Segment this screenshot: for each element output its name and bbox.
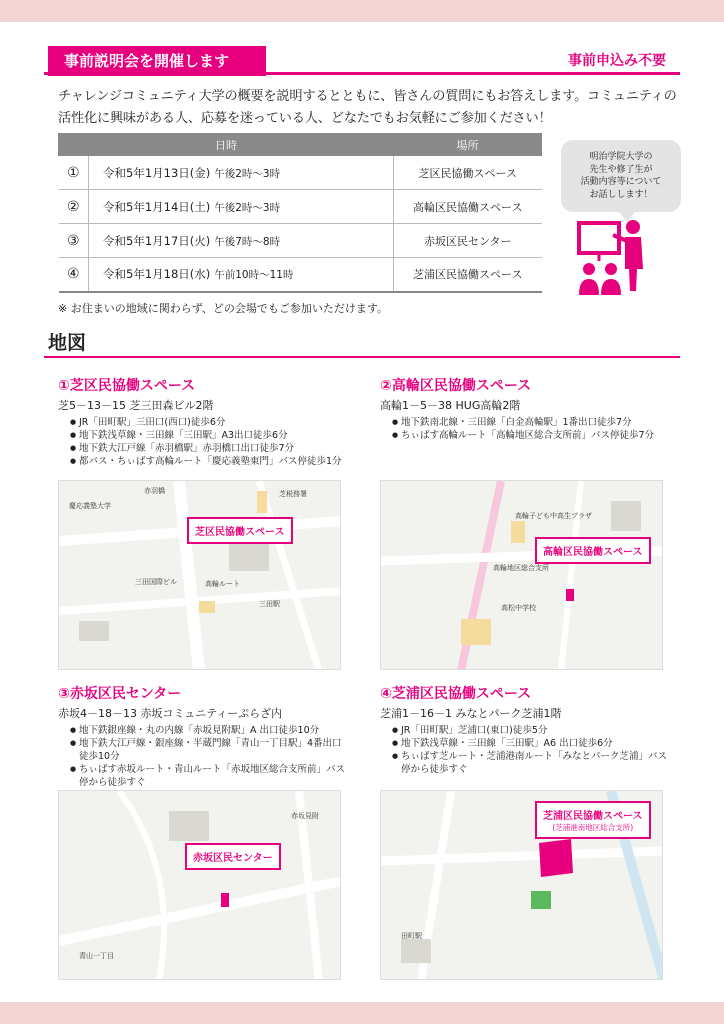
map-shiba[interactable] <box>58 480 341 670</box>
bubble-line: 先生や修了生が <box>589 164 653 175</box>
row-time: 午後2時～3時 <box>214 167 281 180</box>
row-place: 高輪区民協働スペース <box>394 190 542 224</box>
row-date: 令和5年1月13日(金) <box>103 165 211 180</box>
access-item: ● 地下鉄南北線・三田線「白金高輪駅」1番出口徒歩7分 <box>392 416 670 429</box>
row-time: 午前10時～11時 <box>214 269 294 282</box>
map-text: 高輪地区総合支所 <box>493 564 549 572</box>
access-item: ● 地下鉄浅草線・三田線「三田駅」A3出口徒歩6分 <box>70 429 348 442</box>
access-item: ● ちぃばす高輪ルート「高輪地区総合支所前」バス停徒歩7分 <box>392 429 670 442</box>
map-text: 高輪ルート <box>205 580 240 588</box>
map-text: 赤羽橋 <box>144 487 165 495</box>
location-title: ①芝区民協働スペース <box>58 378 196 394</box>
map-text: 三田駅 <box>259 600 280 608</box>
row-place: 赤坂区民センター <box>394 224 542 258</box>
map-shibaura[interactable] <box>380 790 663 980</box>
location-address: 赤坂4－18－13 赤坂コミュニティーぷらざ内 <box>58 707 283 720</box>
venue-marker-label: 芝浦区民協働スペース <box>543 811 643 822</box>
location-title: ②高輪区民協働スペース <box>380 378 532 394</box>
access-item: ● 地下鉄銀座線・丸の内線「赤坂見附駅」A 出口徒歩10分 <box>70 724 348 737</box>
map-akasaka[interactable] <box>58 790 341 980</box>
bottom-band <box>0 1002 724 1024</box>
location-takanawa <box>380 375 670 442</box>
col-datetime: 日時 <box>59 134 394 156</box>
schedule-note: ※ お住まいの地域に関わらず、どの会場でもご参加いただけます。 <box>58 302 388 315</box>
access-item: ● 地下鉄大江戸線・銀座線・半蔵門線「青山一丁目駅」4番出口徒歩10分 <box>70 737 348 763</box>
bubble-line: 活動内容等について <box>580 177 662 187</box>
row-time: 午後7時～8時 <box>214 235 281 248</box>
map-text: 高松中学校 <box>501 604 536 612</box>
col-place: 場所 <box>394 134 542 156</box>
location-akasaka <box>58 683 348 789</box>
access-item: ● JR「田町駅」三田口(西口)徒歩6分 <box>70 416 348 429</box>
row-date: 令和5年1月17日(火) <box>103 233 211 248</box>
bubble-line: お話しします！ <box>589 189 653 200</box>
map-section-title: 地図 <box>48 332 87 354</box>
row-date: 令和5年1月14日(土) <box>103 199 211 214</box>
row-datetime <box>89 224 394 258</box>
venue-marker[interactable]: 芝区民協働スペース <box>187 517 293 544</box>
access-item: ● 地下鉄大江戸線「赤羽橋駅」赤羽橋口出口徒歩7分 <box>70 442 348 455</box>
table-row <box>59 156 542 190</box>
top-band <box>0 0 724 22</box>
no-registration-note: 事前申込み不要 <box>568 53 666 69</box>
access-item: ● ちぃばす赤坂ルート・青山ルート「赤坂地区総合支所前」バス停から徒歩すぐ <box>70 763 348 789</box>
table-row <box>59 224 542 258</box>
location-shiba <box>58 375 348 468</box>
map-text: 田町駅 <box>401 932 422 940</box>
row-datetime <box>89 258 394 292</box>
presenter-icon <box>577 217 657 303</box>
location-shibaura <box>380 683 670 776</box>
map-text: 青山一丁目 <box>79 952 114 960</box>
location-title: ③赤坂区民センター <box>58 686 182 702</box>
map-text: 赤坂見附 <box>291 812 319 820</box>
row-place: 芝区民協働スペース <box>394 156 542 190</box>
map-text: 芝税務署 <box>279 490 307 498</box>
map-text: 慶応義塾大学 <box>69 502 111 510</box>
row-number: ③ <box>59 224 89 258</box>
map-text: 三田国際ビル <box>135 578 177 586</box>
access-item: ● ちぃばす芝ルート・芝浦港南ルート「みなとパーク芝浦」バス停から徒歩すぐ <box>392 750 670 776</box>
map-takanawa[interactable] <box>380 480 663 670</box>
intro-text: チャレンジコミュニティ大学の概要を説明するとともに、皆さんの質問にもお答えします。コミュニティの活性化に興味がある人、応募を迷っている人、どなたでもお気軽にご参加ください！ <box>58 89 677 126</box>
row-place: 芝浦区民協働スペース <box>394 258 542 292</box>
row-number: ④ <box>59 258 89 292</box>
schedule-table <box>58 133 542 293</box>
venue-marker[interactable] <box>535 801 651 839</box>
section-title: 事前説明会を開催します <box>48 46 266 76</box>
speech-bubble <box>561 140 681 212</box>
row-number: ② <box>59 190 89 224</box>
venue-marker-sub: (芝浦港南地区総合支所) <box>552 823 634 832</box>
row-datetime <box>89 156 394 190</box>
bubble-line: 明治学院大学の <box>589 152 653 162</box>
access-item: ● 地下鉄浅草線・三田線「三田駅」A6 出口徒歩6分 <box>392 737 670 750</box>
access-item: ● 都バス・ちぃばす高輪ルート「慶応義塾東門」バス停徒歩1分 <box>70 455 348 468</box>
map-text: 高輪子ども中高生プラザ <box>515 512 592 520</box>
row-time: 午後2時～3時 <box>214 201 281 214</box>
map-rule <box>44 356 680 358</box>
row-datetime <box>89 190 394 224</box>
table-row <box>59 258 542 292</box>
location-address: 高輪1－5－38 HUG高輪2階 <box>380 399 521 412</box>
row-number: ① <box>59 156 89 190</box>
table-row <box>59 190 542 224</box>
location-address: 芝浦1－16－1 みなとパーク芝浦1階 <box>380 707 562 720</box>
access-item: ● JR「田町駅」芝浦口(東口)徒歩5分 <box>392 724 670 737</box>
row-date: 令和5年1月18日(水) <box>103 267 211 282</box>
venue-marker[interactable]: 赤坂区民センター <box>185 843 281 870</box>
venue-marker[interactable]: 高輪区民協働スペース <box>535 537 651 564</box>
location-address: 芝5－13－15 芝三田森ビル2階 <box>58 399 214 412</box>
location-title: ④芝浦区民協働スペース <box>380 686 532 702</box>
